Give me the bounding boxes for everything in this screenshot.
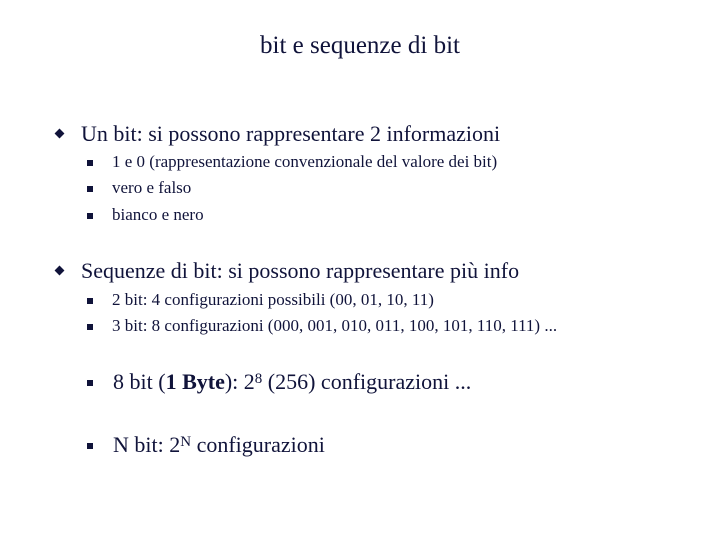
square-bullet-icon bbox=[87, 160, 93, 166]
square-bullet-icon bbox=[87, 298, 93, 304]
diamond-bullet-icon bbox=[55, 266, 65, 276]
sub-bullet-text bbox=[113, 432, 325, 458]
bullet-text: Un bit: si possono rappresentare 2 informazioni bbox=[81, 121, 501, 146]
sub-bullet-text: vero e falso bbox=[112, 178, 192, 197]
square-bullet-icon bbox=[87, 443, 93, 449]
diamond-bullet-icon bbox=[55, 129, 65, 139]
text-part: N bit: 2 bbox=[113, 432, 181, 457]
text-part: ): 2 bbox=[224, 369, 255, 394]
square-bullet-icon bbox=[87, 324, 93, 330]
text-part: configurazioni bbox=[191, 432, 325, 457]
byte-bold-text: 1 Byte bbox=[165, 369, 225, 394]
sub-bullet-text: 2 bit: 4 configurazioni possibili (00, 01, 10, 11) bbox=[112, 290, 434, 309]
exponent: N bbox=[180, 434, 192, 450]
sub-bullet-text: 1 e 0 (rappresentazione convenzionale del valore dei bit) bbox=[112, 152, 498, 171]
text-part: 8 bit ( bbox=[113, 369, 166, 394]
slide-title: bit e sequenze di bit bbox=[260, 32, 460, 59]
text-part: (256) configurazioni ... bbox=[262, 369, 472, 394]
square-bullet-icon bbox=[87, 380, 93, 386]
square-bullet-icon bbox=[87, 213, 93, 219]
sub-bullet-text: 3 bit: 8 configurazioni (000, 001, 010, 011, 100, 101, 110, 111) ... bbox=[112, 316, 558, 335]
bullet-text: Sequenze di bit: si possono rappresentare più info bbox=[81, 258, 520, 283]
sub-bullet-text bbox=[113, 369, 471, 395]
exponent: 8 bbox=[254, 371, 263, 387]
square-bullet-icon bbox=[87, 186, 93, 192]
sub-bullet-text: bianco e nero bbox=[112, 205, 204, 224]
